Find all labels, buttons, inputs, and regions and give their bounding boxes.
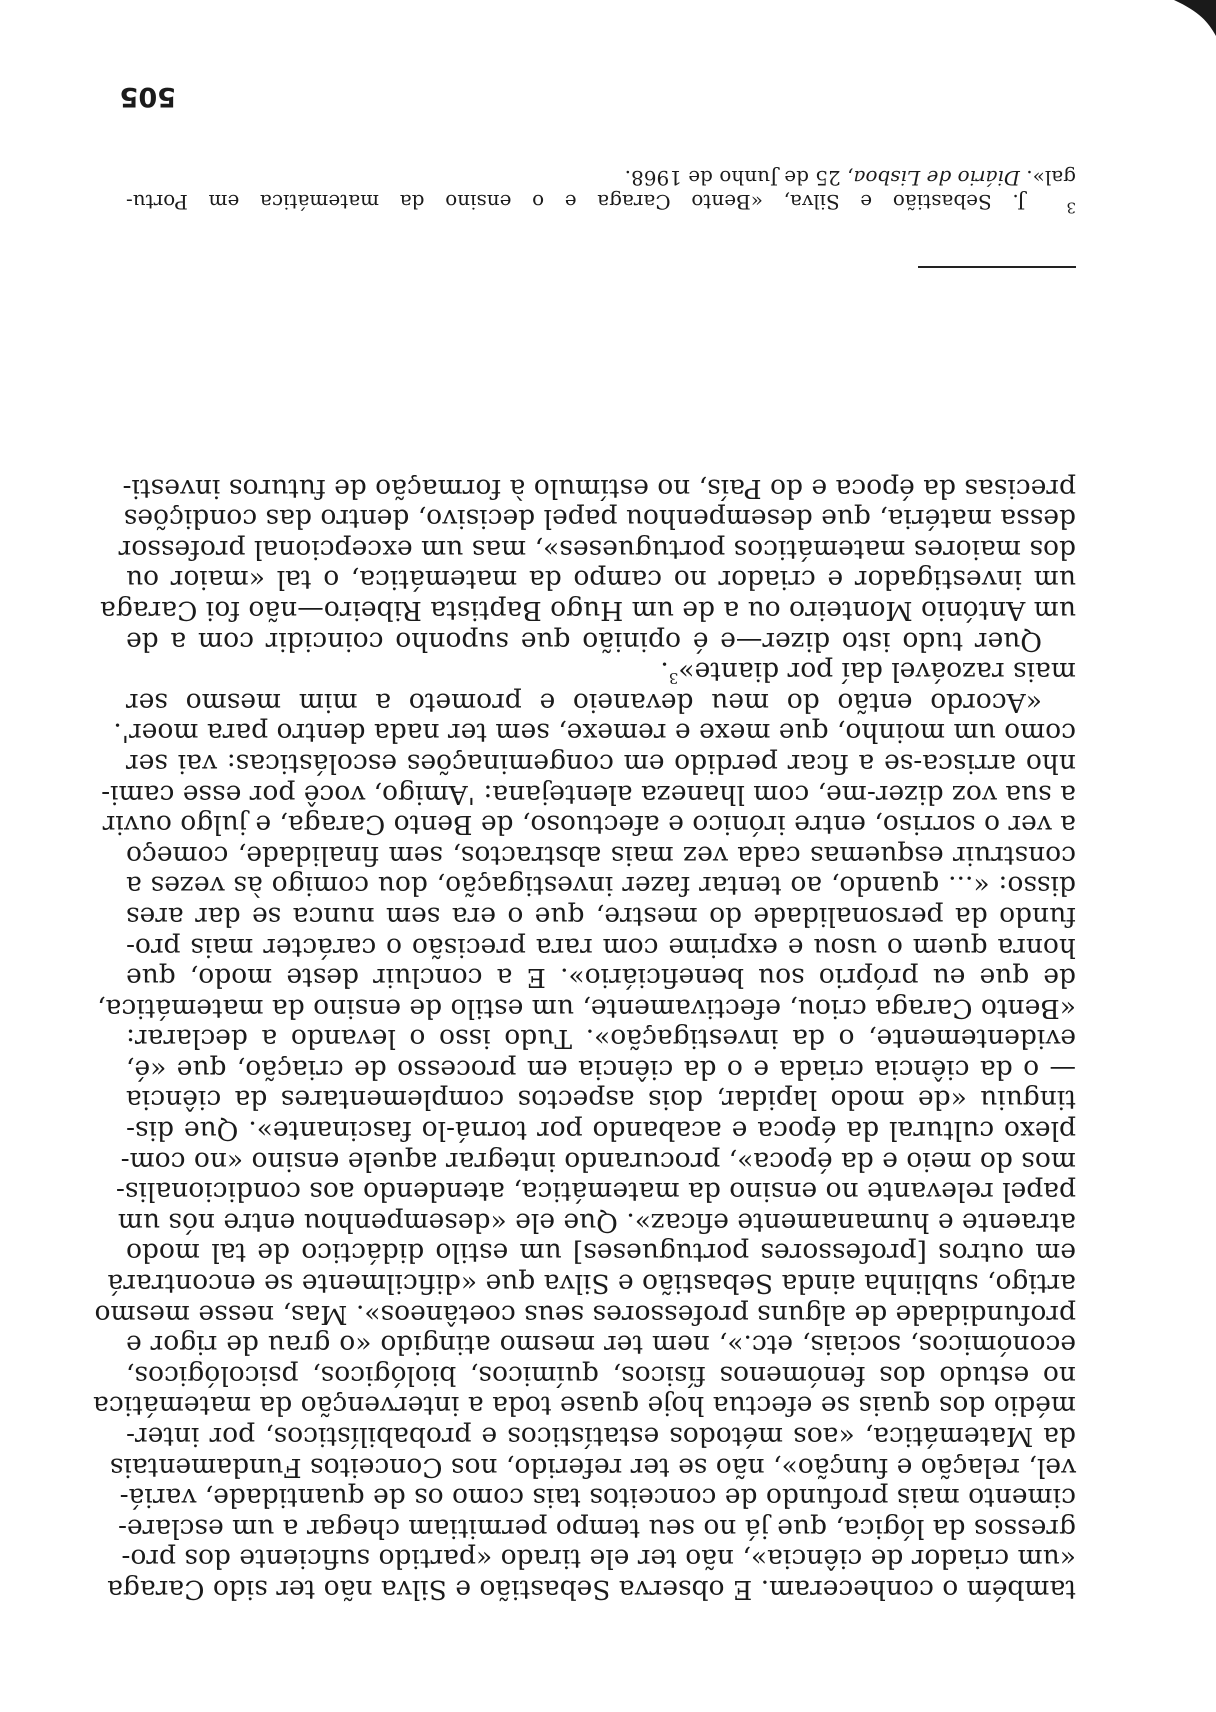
paragraph-2 bbox=[126, 656, 1076, 717]
text-line: vel, relação e função», não se ter referido, nos Conceitos Fundamentais bbox=[109, 1451, 1076, 1483]
paragraph-1 bbox=[93, 717, 1076, 1605]
paragraph-3 bbox=[100, 472, 1076, 657]
text-line: gressos da lógica, que já no seu tempo permitiam chegar a um esclare- bbox=[117, 1512, 1076, 1544]
text-line: nho arrisca-se a ficar perdido em congeminações escolásticas: vai ser bbox=[126, 747, 1076, 779]
text-line: evidentemente, o da investigação». Tudo isso o levando a declarar: bbox=[126, 1023, 1076, 1055]
text-line: como um moinho, que mexe e remexe, sem ter nada dentro para moer'. bbox=[113, 717, 1076, 749]
text-line: profundidade de alguns professores seus coetâneos». Mas, nesse mesmo bbox=[94, 1298, 1076, 1330]
footnote-line bbox=[125, 190, 1076, 217]
text-line: mos do meio e da época», procurando integrar aquele ensino «no com- bbox=[120, 1145, 1076, 1177]
text-line: — o da ciência criada e o da ciência em processo de criação, que «é, bbox=[126, 1053, 1076, 1085]
text-line: plexo cultural da época e acabando por torná-lo fascinante». Que dis- bbox=[126, 1115, 1076, 1147]
text-line: construir esquemas cada vez mais abstractos, sem finalidade, começo bbox=[126, 839, 1076, 871]
text-line: de que eu próprio sou beneficiário». E a concluir deste modo, que bbox=[126, 962, 1076, 994]
text-line: a ver o sorriso, entre irónico e afectuoso, de Bento Caraga, e julgo ouvir bbox=[102, 809, 1076, 841]
text-line: fundo da personalidade do mestre, que o era sem nunca se dar ares bbox=[126, 900, 1076, 932]
body-text bbox=[93, 472, 1076, 1605]
text-line: médio dos quais se efectua hoje quase toda a intervenção da matemática bbox=[93, 1390, 1076, 1422]
text-line: disso: «... quando, ao tentar fazer investigação, dou comigo às vezes a bbox=[126, 870, 1076, 902]
footnote bbox=[125, 166, 1076, 217]
footnote-text: gal». bbox=[1019, 166, 1076, 190]
text-line: um António Monteiro ou a de um Hugo Baptista Ribeiro—não foi Caraga bbox=[100, 595, 1076, 626]
footnote-line bbox=[126, 166, 1076, 190]
scan-edge-mark bbox=[1170, 0, 1216, 40]
footnote-text: , 25 de Junho de 1968. bbox=[624, 166, 854, 190]
text-line: a sua voz dizer-me, com lhaneza alentejana: 'Amigo, você por esse cami- bbox=[101, 778, 1076, 810]
text-line: «Bento Caraga criou, efectivamente, um estilo de ensino da matemática, bbox=[97, 992, 1076, 1024]
text-line-with-note: mais razoável daí por diante»$^3$. bbox=[660, 656, 1076, 688]
footnote-separator bbox=[918, 266, 1076, 268]
page-number: 505 bbox=[119, 81, 176, 112]
text-line: também o conheceram. E observa Sebastião e Silva não ter sido Caraga bbox=[107, 1574, 1076, 1605]
text-line: artigo, sublinha ainda Sebastião e Silva que «dificilmente se encontrará bbox=[107, 1268, 1076, 1300]
text-line: económicos, sociais, etc.», nem ter mesmo atingido «o grau de rigor e bbox=[126, 1329, 1076, 1361]
footnote-number: 3 bbox=[1066, 198, 1076, 217]
text-line: «Acordo então do meu devaneio e prometo a mim mesmo ser bbox=[126, 686, 1042, 718]
text-line: no estudo dos fenómenos físicos, químicos, biológicos, psicológicos, bbox=[126, 1359, 1076, 1391]
text-line: cimento mais profundo de conceitos tais como os de quantidade, variá- bbox=[119, 1482, 1076, 1514]
footnote-source: Diário de Lisboa bbox=[853, 166, 1020, 190]
text-line: papel relevante no ensino da matemática, atendendo aos condicionalis- bbox=[115, 1176, 1076, 1208]
text-line: precisas da época e do País, no estímulo à formação de futuros investi- bbox=[122, 472, 1076, 504]
text-line: dos maiores matemáticos portugueses», mas um excepcional professor bbox=[118, 533, 1076, 565]
text-line: tinguiu «de modo lapidar, dois aspectos complementares da ciência bbox=[126, 1084, 1076, 1116]
text-line: honra quem o usou e exprime com rara precisão o carácter mais pro- bbox=[126, 931, 1076, 963]
text-line: «um criador de ciência», não ter ele tirado «partido suficiente dos pro- bbox=[121, 1543, 1076, 1575]
text-line: mais razoável daí por diante» bbox=[678, 656, 1076, 688]
footnote-text: J. Sebastião e Silva, «Bento Caraga e o ensino da matemática em Portu- bbox=[125, 190, 1026, 214]
text-line: atraente e humanamente eficaz». Que ele «desempenhou entre nós um bbox=[117, 1206, 1076, 1238]
text-line: da Matemática, «aos métodos estatísticos e probabilísticos, por inter- bbox=[126, 1421, 1076, 1453]
text-line: Quer tudo isto dizer—e é opinião que suponho coincidir com a de bbox=[126, 625, 1042, 657]
footnote-marker: 3 bbox=[668, 669, 679, 688]
text-line: dessa matéria, que desempenhou papel decisivo, dentro das condições bbox=[123, 503, 1076, 535]
text-line: um investigador e criador no campo da matemática, o tal «maior ou bbox=[126, 564, 1076, 596]
text-line: em outros [professores portugueses] um estilo didáctico de tal modo bbox=[126, 1237, 1076, 1269]
